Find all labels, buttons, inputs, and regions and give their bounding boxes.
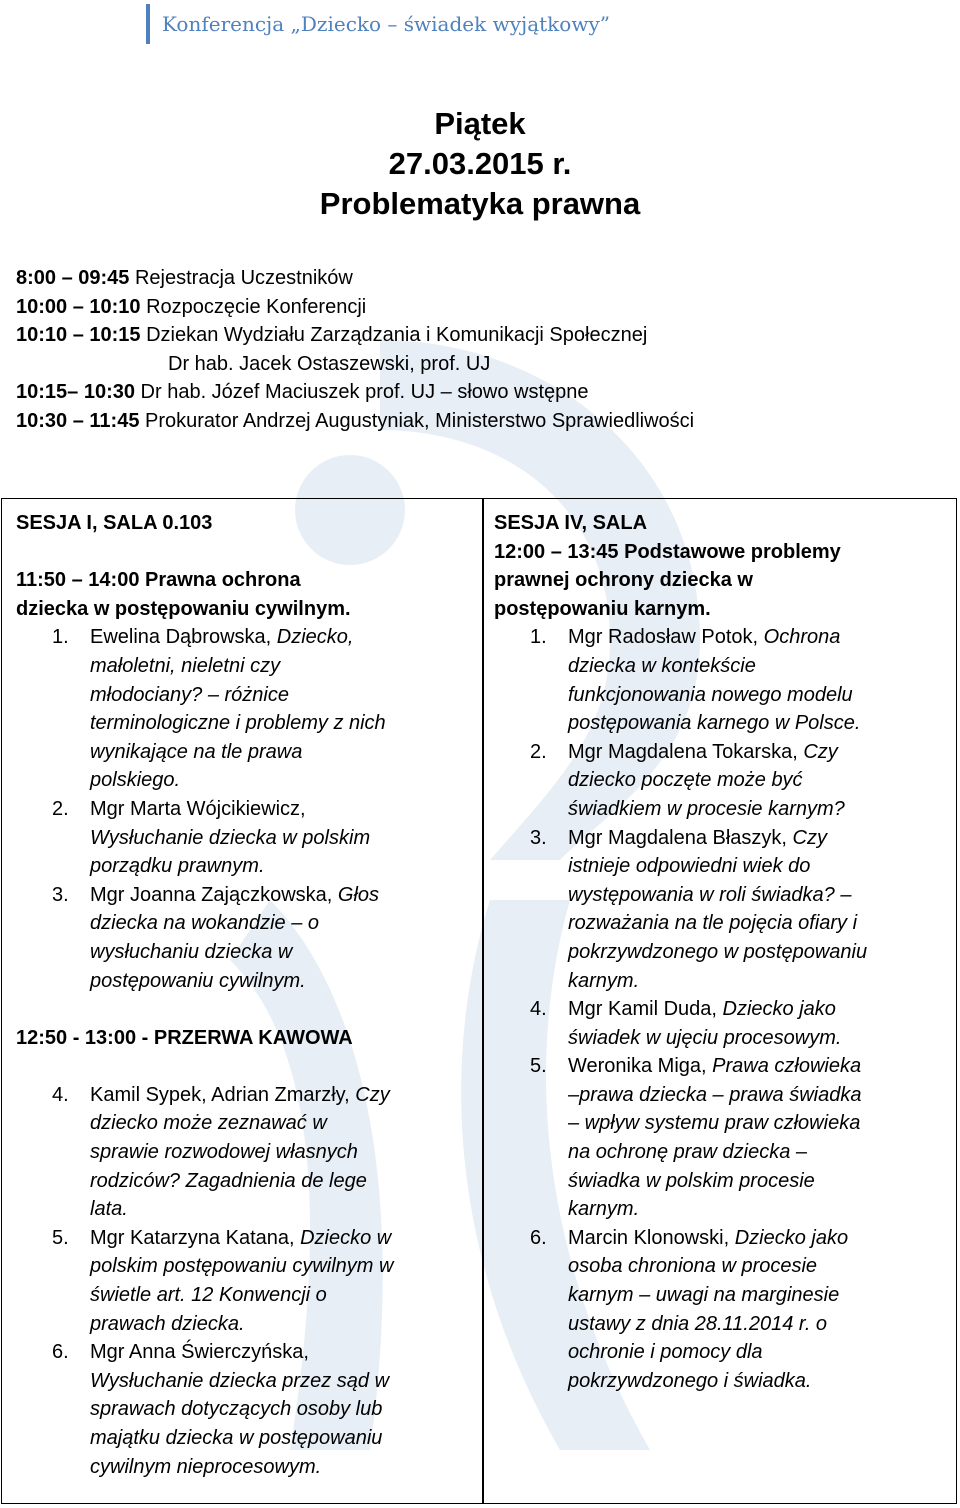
talk-title: Wysłuchanie dziecka przez sąd w [90, 1369, 390, 1392]
list-item-line [568, 738, 950, 767]
schedule-row: Dr hab. Jacek Ostaszewski, prof. UJ [168, 352, 491, 375]
talk-title: dziecka na wokandzie – o [90, 912, 320, 935]
list-item-number: 5. [52, 1226, 69, 1249]
talk-title: małoletni, nieletni czy [90, 654, 281, 677]
list-item-number: 1. [52, 626, 69, 649]
session-right-time-title-cont: prawnej ochrony dziecka w [494, 569, 753, 592]
list-item-line [90, 1367, 476, 1396]
talk-title: pokrzywdzonego w postępowaniu [568, 940, 868, 963]
list-item-line [90, 1281, 476, 1310]
session-left-time-title: 11:50 – 14:00 Prawna ochrona [16, 569, 301, 592]
talk-title: Ochrona [763, 626, 841, 649]
list-item [494, 995, 950, 1052]
talk-title: –prawa dziecka – prawa świadka [568, 1083, 862, 1106]
schedule-row: 10:30 – 11:45 Prokurator Andrzej Augustyniak, Ministerstwo Sprawiedliwości [16, 409, 695, 432]
speaker-name: Mgr Marta Wójcikiewicz, [90, 797, 306, 820]
talk-title: Dziecko w [300, 1226, 392, 1249]
talk-title: świadkiem w procesie karnym? [568, 797, 845, 820]
session-left-title: SESJA I, SALA 0.103 [16, 512, 213, 534]
talk-title: funkcjonowania nowego modelu [568, 683, 853, 706]
session-right-title: SESJA IV, SALA [494, 512, 648, 534]
title-topic: Problematyka prawna [319, 186, 641, 221]
talk-title: – wpływ systemu praw człowieka [568, 1112, 861, 1135]
list-item [494, 623, 950, 737]
list-item-line [90, 623, 476, 652]
speaker-name: Mgr Radosław Potok, [568, 626, 764, 649]
list-item-line [568, 1138, 950, 1167]
list-item-line [90, 1109, 476, 1138]
schedule-row: 10:00 – 10:10 Rozpoczęcie Konferencji [16, 295, 367, 318]
header-title: Konferencja „Dziecko – świadek wyjątkowy” [162, 12, 610, 36]
talk-title: lata. [90, 1198, 128, 1221]
list-item-line [90, 1224, 476, 1253]
list-item-line [568, 1367, 950, 1396]
talk-title: majątku dziecka w postępowaniu [90, 1427, 383, 1449]
session-left-list-2 [16, 1081, 476, 1481]
talk-title: karnym – uwagi na marginesie [568, 1284, 840, 1307]
speaker-name: Mgr Joanna Zajączkowska, [90, 883, 338, 906]
list-item [494, 738, 950, 824]
list-item-line [90, 738, 476, 767]
list-item-line [568, 881, 950, 910]
list-item-line [568, 1167, 950, 1196]
session-left-time-title-cont: dziecka w postępowaniu cywilnym. [16, 597, 351, 620]
list-item [494, 1052, 950, 1224]
speaker-name: Mgr Katarzyna Katana, [90, 1226, 301, 1249]
speaker-name: Mgr Kamil Duda, [568, 998, 723, 1021]
session-left-column [16, 509, 476, 1481]
list-item-line [90, 1310, 476, 1339]
talk-title: występowania w roli świadka? – [568, 883, 852, 906]
list-item-number: 2. [52, 797, 69, 820]
list-item-number: 5. [530, 1055, 547, 1078]
column-divider [482, 499, 484, 1503]
speaker-name: Kamil Sypek, Adrian Zmarzły, [90, 1083, 356, 1106]
session-right-time-title: 12:00 – 13:45 Podstawowe problemy [494, 540, 841, 563]
talk-title: terminologiczne i problemy z nich [90, 712, 386, 735]
talk-title: Wysłuchanie dziecka w polskim [90, 826, 371, 849]
list-item-line [568, 824, 950, 853]
talk-title: świadka w polskim procesie [568, 1169, 815, 1192]
list-item-line [568, 623, 950, 652]
talk-title: sprawie rozwodowej własnych [90, 1141, 358, 1164]
talk-title: sprawach dotyczących osoby lub [90, 1398, 383, 1421]
talk-title: osoba chroniona w procesie [568, 1255, 818, 1278]
title-date: 27.03.2015 r. [388, 146, 572, 181]
speaker-name: Mgr Magdalena Tokarska, [568, 740, 804, 763]
talk-title: porządku prawnym. [90, 855, 265, 878]
list-item-line [90, 881, 476, 910]
list-item [16, 795, 476, 881]
talk-title: Czy [792, 826, 827, 849]
talk-title: Czy [355, 1083, 390, 1106]
list-item-number: 3. [52, 883, 69, 906]
list-item-number: 1. [530, 626, 547, 649]
list-item-number: 6. [52, 1341, 69, 1364]
talk-title: świetle art. 12 Konwencji o [90, 1284, 327, 1307]
schedule-row: 10:15– 10:30 Dr hab. Józef Maciuszek prof. UJ – słowo wstępne [16, 381, 589, 404]
talk-title: dziecko poczęte może być [568, 769, 803, 792]
list-item-line [90, 1252, 476, 1281]
list-item-line [90, 1138, 476, 1167]
list-item-line [90, 909, 476, 938]
list-item [16, 881, 476, 995]
list-item [494, 1224, 950, 1396]
list-item-line [90, 1167, 476, 1196]
talk-title: pokrzywdzonego i świadka. [568, 1369, 812, 1392]
list-item-line [90, 681, 476, 710]
speaker-name: Weronika Miga, [568, 1055, 713, 1078]
list-item-line [90, 1453, 476, 1482]
list-item-number: 3. [530, 826, 547, 849]
title-day: Piątek [434, 106, 526, 141]
talk-title: postępowania karnego w Polsce. [568, 712, 861, 735]
talk-title: świadek w ujęciu procesowym. [568, 1026, 842, 1049]
list-item-line [90, 967, 476, 996]
talk-title: rodziców? Zagadnienia de lege [90, 1169, 367, 1192]
list-item-line [90, 1338, 476, 1367]
list-item-line [90, 824, 476, 853]
list-item-line [568, 938, 950, 967]
list-item [16, 1081, 476, 1224]
list-item-line [568, 1109, 950, 1138]
list-item-number: 2. [530, 740, 547, 763]
talk-title: polskim postępowaniu cywilnym w [90, 1255, 394, 1278]
talk-title: Dziecko, [276, 626, 354, 649]
session-right-column [494, 509, 950, 1395]
talk-title: Dziecko jako [734, 1226, 849, 1249]
header [146, 4, 610, 44]
talk-title: istnieje odpowiedni wiek do [568, 855, 811, 878]
talk-title: rozważania na tle pojęcia ofiary i [568, 912, 858, 935]
talk-title: prawach dziecka. [90, 1312, 245, 1335]
talk-title: karnym. [568, 1198, 640, 1221]
talk-title: dziecko może zeznawać w [90, 1112, 327, 1135]
list-item-line [568, 766, 950, 795]
list-item-line [90, 1195, 476, 1224]
list-item-line [90, 709, 476, 738]
list-item-line [568, 1024, 950, 1053]
talk-title: Czy [803, 740, 838, 763]
list-item-line [90, 1081, 476, 1110]
list-item-line [90, 652, 476, 681]
talk-title: młodociany? – różnice [90, 683, 289, 706]
talk-title: Dziecko jako [722, 998, 836, 1021]
list-item-line [568, 1252, 950, 1281]
list-item-number: 6. [530, 1226, 547, 1249]
talk-title: postępowaniu cywilnym. [90, 969, 306, 992]
schedule [16, 264, 694, 436]
talk-title: dziecka w kontekście [568, 654, 756, 677]
list-item-line [568, 652, 950, 681]
list-item-line [568, 967, 950, 996]
talk-title: wysłuchaniu dziecka w [90, 940, 293, 963]
talk-title: karnym. [568, 969, 640, 992]
list-item [494, 824, 950, 996]
list-item-line [568, 852, 950, 881]
talk-title: ustawy z dnia 28.11.2014 r. o [568, 1312, 828, 1335]
list-item-line [568, 681, 950, 710]
list-item-line [90, 766, 476, 795]
talk-title: polskiego. [90, 769, 181, 792]
list-item-line [568, 1195, 950, 1224]
list-item-line [568, 909, 950, 938]
talk-title: Głos [337, 883, 380, 906]
sessions-table [1, 498, 957, 1504]
list-item-line [568, 1281, 950, 1310]
session-left-list [16, 623, 476, 995]
speaker-name: Mgr Magdalena Błaszyk, [568, 826, 793, 849]
list-item [16, 1338, 476, 1481]
list-item-line [568, 1052, 950, 1081]
list-item-number: 4. [530, 998, 547, 1021]
list-item-number: 4. [52, 1083, 69, 1106]
talk-title: Prawa człowieka [712, 1055, 862, 1078]
talk-title: ochronie i pomocy dla [568, 1341, 763, 1364]
speaker-name: Mgr Anna Świerczyńska, [90, 1341, 309, 1364]
list-item-line [568, 1338, 950, 1367]
list-item [16, 623, 476, 795]
list-item-line [568, 795, 950, 824]
talk-title: cywilnym nieprocesowym. [90, 1455, 322, 1478]
speaker-name: Marcin Klonowski, [568, 1226, 735, 1249]
list-item-line [90, 852, 476, 881]
speaker-name: Ewelina Dąbrowska, [90, 626, 277, 649]
list-item-line [568, 995, 950, 1024]
schedule-row: 8:00 – 09:45 Rejestracja Uczestników [16, 267, 353, 289]
list-item-line [90, 938, 476, 967]
list-item-line [90, 1424, 476, 1453]
schedule-row: 10:10 – 10:15 Dziekan Wydziału Zarządzania i Komunikacji Społecznej [16, 324, 648, 347]
talk-title: na ochronę praw dziecka – [568, 1141, 808, 1164]
talk-title: wynikające na tle prawa [90, 740, 303, 763]
list-item-line [568, 1224, 950, 1253]
list-item-line [568, 1081, 950, 1110]
list-item [16, 1224, 476, 1338]
coffee-break: 12:50 - 13:00 - PRZERWA KAWOWA [16, 1026, 353, 1049]
session-right-time-title-end: postępowaniu karnym. [494, 597, 711, 620]
session-right-list [494, 623, 950, 1395]
list-item-line [568, 709, 950, 738]
list-item-line [568, 1310, 950, 1339]
list-item-line [90, 1395, 476, 1424]
list-item-line [90, 795, 476, 824]
